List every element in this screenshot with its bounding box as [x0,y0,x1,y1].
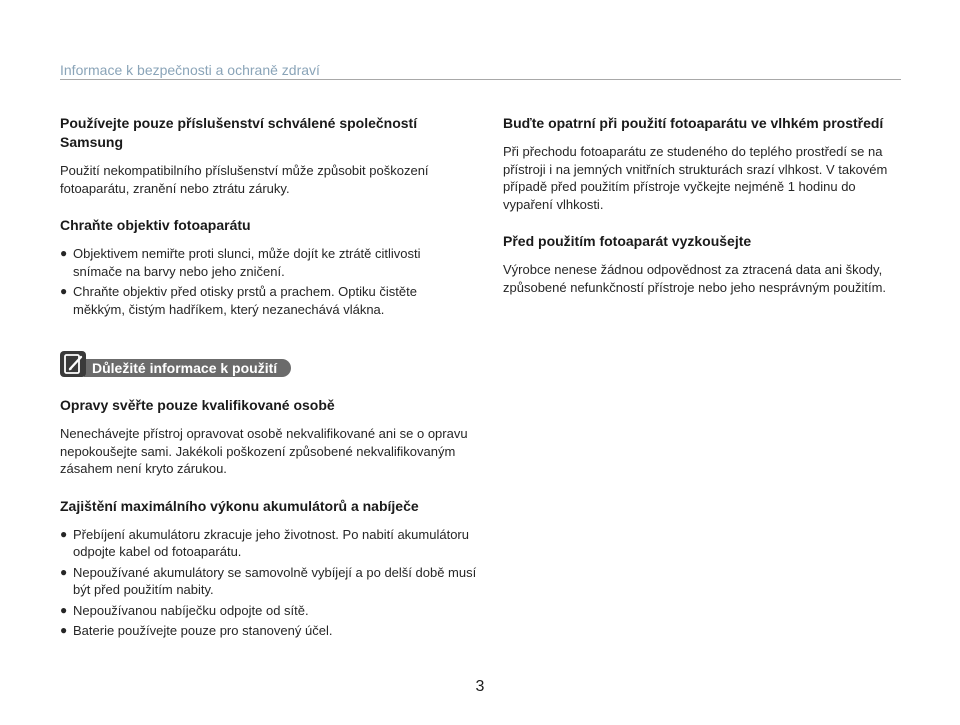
bullet-icon: ● [60,564,68,579]
list-item: ● Nepoužívanou nabíječku odpojte od sítě. [60,602,309,618]
important-info-label: Důležité informace k použití [84,359,291,377]
right-column [503,114,903,296]
list-item: ● Nepoužívané akumulátory se samovolně vybíjejí a po delší době musí být před použitím nabity. [60,564,477,597]
bullet-icon: ● [60,284,68,298]
section-heading-humidity: Buďte opatrní při použití fotoaparátu ve vlhkém prostředí [503,115,884,131]
section-heading-repairs: Opravy svěřte pouze kvalifikované osobě [60,397,335,413]
list-item: ● Přebíjení akumulátoru zkracuje jeho životnost. Po nabití akumulátoru odpojte kabel od fotoaparátu. [60,526,469,559]
section-body-accessories: Použití nekompatibilního příslušenství může způsobit poškození fotoaparátu, zranění nebo ztrátu záruky. [60,163,429,196]
section-heading-battery: Zajištění maximálního výkonu akumulátorů a nabíječe [60,497,419,514]
bullet-icon: ● [60,246,68,260]
bullet-icon: ● [60,602,68,617]
list-item: ● Chraňte objektiv před otisky prstů a prachem. Optiku čistěte měkkým, čistým hadříkem, který nezanechává vlákna. [60,284,417,317]
important-info-content [60,396,480,643]
note-pencil-icon [60,351,86,377]
battery-bullet-list [60,526,480,640]
section-heading-lens: Chraňte objektiv fotoaparátu [60,217,251,233]
section-body-humidity: Při přechodu fotoaparátu ze studeného do teplého prostředí se na přístroji i na jemných vnitřních strukturách srazí vlhkost. V takovém případě před použitím přístroje vyčkejte nejméně 1 hodinu do vypaření vlhkosti. [503,144,888,212]
section-body-repairs: Nenechávejte přístroj opravovat osobě nekvalifikované ani se o opravu nepokoušejte sami. Jakékoli poškození způsobené nekvalifikovaným zásahem není kryto zárukou. [60,426,468,476]
bullet-icon: ● [60,526,68,541]
page-header-title: Informace k bezpečnosti a ochraně zdraví [60,62,320,78]
header-divider [60,79,901,80]
list-item: ● Objektivem nemiřte proti slunci, může dojít ke ztrátě citlivosti snímače na barvy nebo jeho zničení. [60,246,421,279]
page-number: 3 [475,678,485,695]
lens-bullet-list [60,245,460,318]
left-column [60,114,460,321]
section-heading-test: Před použitím fotoaparát vyzkoušejte [503,233,752,249]
list-item: ● Baterie používejte pouze pro stanovený účel. [60,623,333,638]
important-info-banner [60,351,300,381]
section-heading-accessories: Používejte pouze příslušenství schválené společností Samsung [60,115,418,150]
section-body-test: Výrobce nenese žádnou odpovědnost za ztracená data ani škody, způsobené nefunkčností přístroje nebo jeho nesprávným použitím. [503,262,887,295]
bullet-icon: ● [60,623,68,637]
